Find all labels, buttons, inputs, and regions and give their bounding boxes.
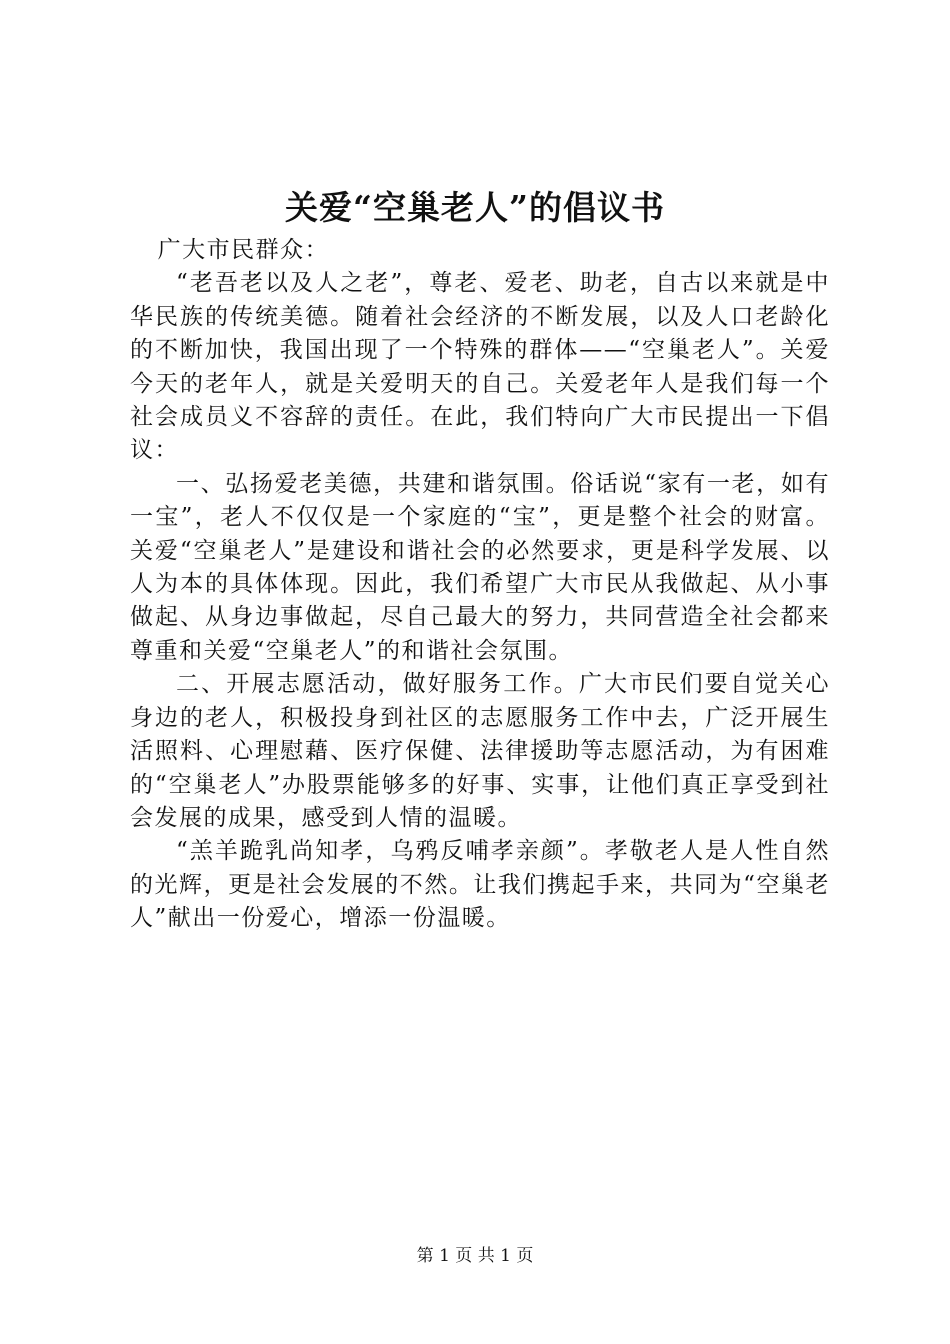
document-title: 关爱“空巢老人”的倡议书 [285,188,665,227]
salutation: 广大市民群众： [157,237,330,263]
paragraph-closing: “羔羊跪乳尚知孝，乌鸦反哺孝亲颜”。孝敬老人是人性自然的光辉，更是社会发展的不然。让我们携起手来，共同为“空巢老人”献出一份爱心，增添一份温暖。 [130,838,830,932]
page-number-footer: 第 1 页 共 1 页 [416,1246,534,1266]
paragraph-proposal-two: 二、开展志愿活动，做好服务工作。广大市民们要自觉关心身边的老人，积极投身到社区的志愿服务工作中去，广泛开展生活照料、心理慰藉、医疗保健、法律援助等志愿活动，为有困难的“空巢老人”办股票能够多的好事、实事，让他们真正享受到社会发展的成果，感受到人情的温暖。 [130,671,830,831]
paragraph-intro: “老吾老以及人之老”，尊老、爱老、助老，自古以来就是中华民族的传统美德。随着社会经济的不断发展，以及人口老龄化的不断加快，我国出现了一个特殊的群体——“空巢老人”。关爱今天的老年人，就是关爱明天的自己。关爱老年人是我们每一个社会成员义不容辞的责任。在此，我们特向广大市民提出一下倡议： [130,270,830,464]
document-body [130,234,830,936]
paragraph-proposal-one: 一、弘扬爱老美德，共建和谐氛围。俗话说“家有一老，如有一宝”，老人不仅仅是一个家庭的“宝”，更是整个社会的财富。关爱“空巢老人”是建设和谐社会的必然要求，更是科学发展、以人为本的具体体现。因此，我们希望广大市民从我做起、从小事做起、从身边事做起，尽自己最大的努力，共同营造全社会都来尊重和关爱“空巢老人”的和谐社会氛围。 [130,470,830,664]
